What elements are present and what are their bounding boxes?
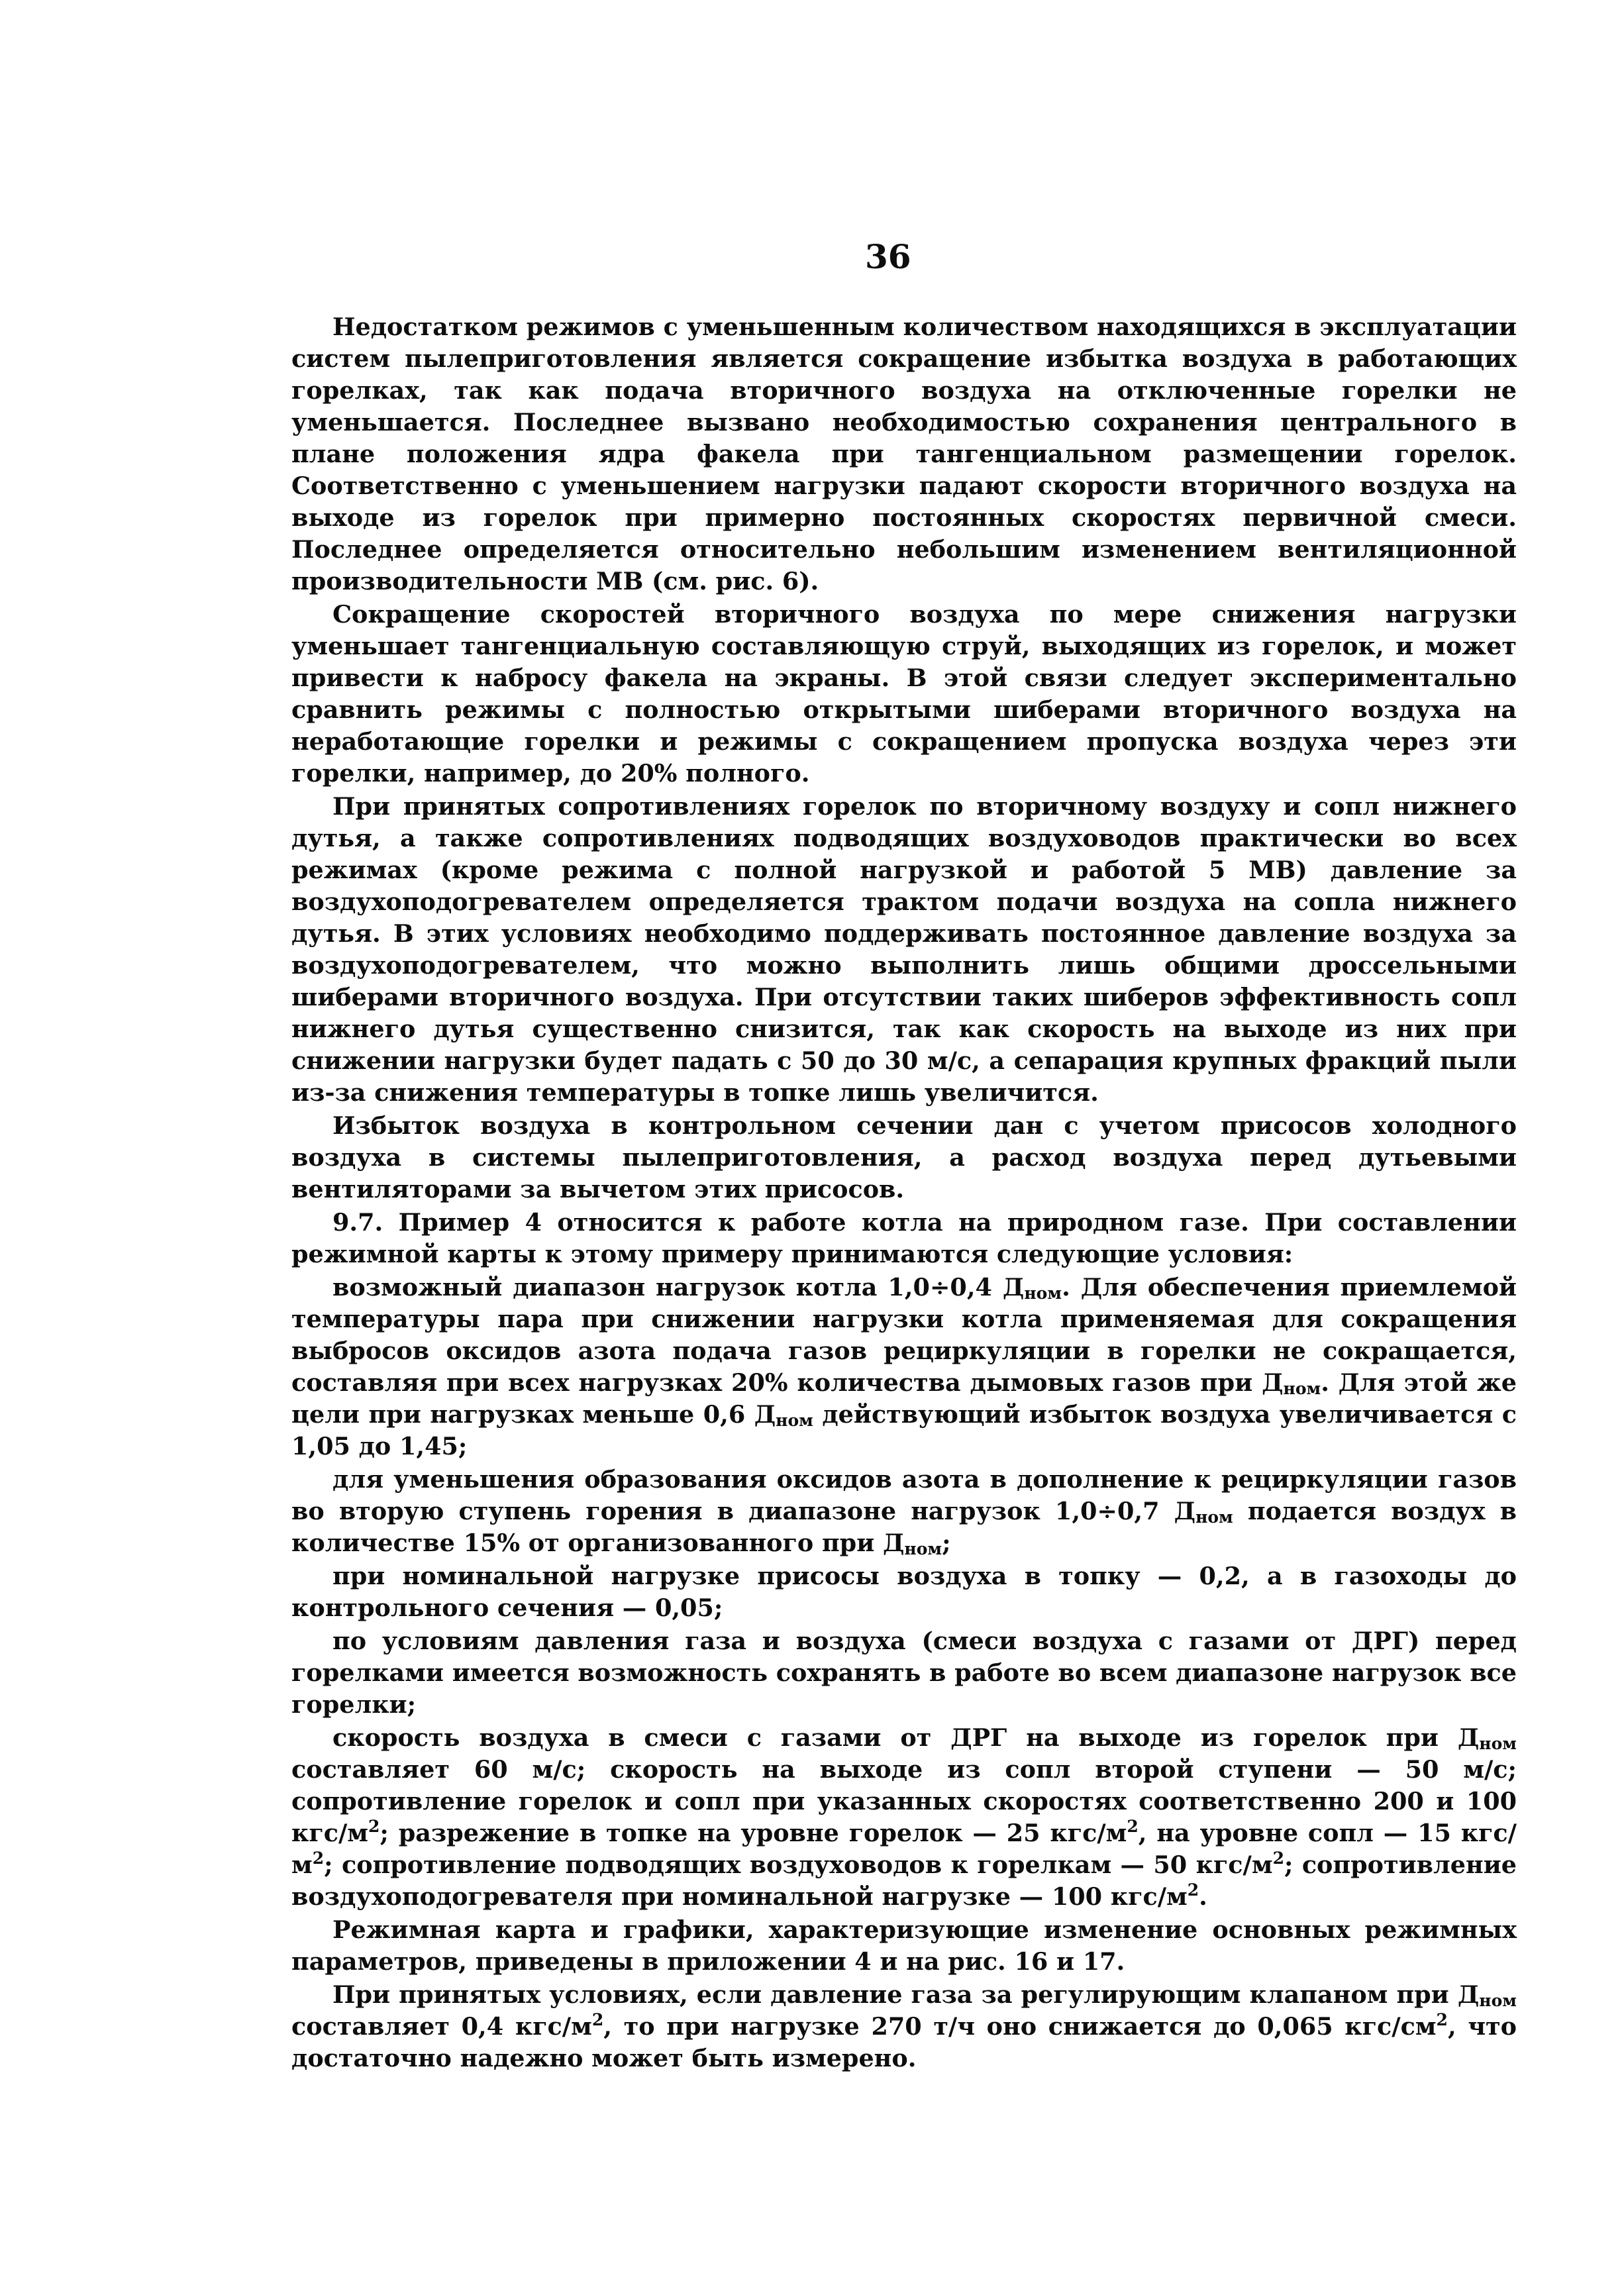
text-run: , на уровне сопл — 15 кгс/м (291, 1819, 1517, 1879)
text-run: ; сопротивление подводящих воздуховодов к горелкам — 50 кгс/м (324, 1851, 1273, 1879)
superscript: 2 (591, 2010, 604, 2029)
condition-second-stage-air (291, 1464, 1517, 1559)
text-run: . (1199, 1882, 1207, 1911)
superscript: 2 (1187, 1880, 1199, 1900)
condition-air-inleakage: при номинальной нагрузке присосы воздуха в топку — 0,2, а в газоходы до контрольного сечения — 0,05; (291, 1562, 1517, 1622)
subscript: ном (1479, 1734, 1517, 1753)
text-run: ; (942, 1529, 951, 1557)
paragraph-gas-pressure (291, 1979, 1517, 2074)
paragraph-2: Сокращение скоростей вторичного воздуха по мере снижения нагрузки уменьшает тангенциальную составляющую струй, выходящих из горелок, и может привести к набросу факела на экраны. В этой связи следует экспериментально сравнить режимы с полностью открытыми шиберами вторичного воздуха на неработающие горелки и режимы с сокращением пропуска воздуха через эти горелки, например, до 20% полного. (291, 600, 1517, 788)
text-run: , то при нагрузке 270 т/ч оно снижается до 0,065 кгс/см (603, 2012, 1437, 2041)
condition-load-range (291, 1272, 1517, 1462)
condition-burners-in-service: по условиям давления газа и воздуха (смеси воздуха с газами от ДРГ) перед горелками имеется возможность сохранять в работе во всем диапазоне нагрузок все горелки; (291, 1627, 1517, 1719)
text-run: подается воздух в количестве 15% от организованного при Д (291, 1497, 1517, 1557)
text-run: , что достаточно надежно может быть измерено. (291, 2012, 1517, 2072)
superscript: 2 (1436, 2010, 1448, 2029)
paragraph-3: При принятых сопротивлениях горелок по вторичному воздуху и сопл нижнего дутья, а также сопротивлениях подводящих воздуховодов практически во всех режимах (кроме режима с полной нагрузкой и работой 5 МВ) давление за воздухоподогревателем определяется трактом подачи воздуха на сопла нижнего дутья. В этих условиях необходимо поддерживать постоянное давление воздуха за воздухоподогревателем, что можно выполнить лишь общими дроссельными шиберами вторичного воздуха. При отсутствии таких шиберов эффективность сопл нижнего дутья существенно снизится, так как скорость на выходе из них при снижении нагрузки будет падать с 50 до 30 м/с, а сепарация крупных фракций пыли из-за снижения температуры в топке лишь увеличится. (291, 792, 1517, 1107)
page-number: 36 (865, 237, 911, 276)
text-run: для уменьшения образования оксидов азота в дополнение к рециркуляции газов во вторую ступень горения в диапазоне нагрузок 1,0÷0,7 Д (291, 1465, 1517, 1525)
subscript: ном (904, 1539, 942, 1558)
text-run: ; разрежение в топке на уровне горелок — 25 кгс/м (380, 1819, 1127, 1847)
text-run: возможный диапазон нагрузок котла 1,0÷0,4 Д (332, 1273, 1025, 1301)
superscript: 2 (1127, 1817, 1139, 1836)
text-run: ; сопротивление воздухоподогревателя при номинальной нагрузке — 100 кгс/м (291, 1851, 1517, 1911)
text-run: составляет 0,4 кгс/м (291, 2012, 592, 2041)
paragraph-1: Недостатком режимов с уменьшенным количеством находящихся в эксплуатации систем пылеприготовления является сокращение избытка воздуха в работающих горелках, так как подача вторичного воздуха на отключенные горелки не уменьшается. Последнее вызвано необходимостью сохранения центрального в плане положения ядра факела при тангенциальном размещении горелок. Соответственно с уменьшением нагрузки падают скорости вторичного воздуха на выходе из горелок при примерно постоянных скоростях первичной смеси. Последнее определяется относительно небольшим изменением вентиляционной производительности МВ (см. рис. 6). (291, 313, 1517, 595)
body-text (291, 311, 1517, 2074)
paragraph-regime-map: Режимная карта и графики, характеризующие изменение основных режимных параметров, приведены в приложении 4 и на рис. 16 и 17. (291, 1915, 1517, 1976)
text-run: скорость воздуха в смеси с газами от ДРГ на выходе из горелок при Д (332, 1723, 1480, 1752)
superscript: 2 (312, 1849, 325, 1868)
condition-air-velocity (291, 1722, 1517, 1913)
superscript: 2 (1272, 1849, 1284, 1868)
subscript: ном (1195, 1507, 1233, 1527)
text-run: При принятых условиях, если давление газа за регулирующим клапаном при Д (332, 1980, 1480, 2009)
superscript: 2 (368, 1817, 380, 1836)
text-run: . Для обеспечения приемлемой температуры пара при снижении нагрузки котла применяемая для сокращения выбросов оксидов азота подача газов рециркуляции в горелки не сокращается, составляя при всех нагрузках 20% количества дымовых газов при Д (291, 1273, 1517, 1397)
paragraph-example-4: 9.7. Пример 4 относится к работе котла на природном газе. При составлении режимной карты к этому примеру принимаются следующие условия: (291, 1208, 1517, 1268)
text-run: действующий избыток воздуха увеличивается с 1,05 до 1,45; (291, 1400, 1517, 1460)
subscript: ном (1479, 1991, 1517, 2010)
subscript: ном (776, 1411, 813, 1430)
subscript: ном (1283, 1379, 1321, 1398)
text-run: составляет 60 м/с; скорость на выходе из сопл второй ступени — 50 м/с; сопротивление горелок и сопл при указанных скоростях соответственно 200 и 100 кгс/м (291, 1755, 1517, 1847)
text-run: . Для этой же цели при нагрузках меньше 0,6 Д (291, 1368, 1517, 1429)
paragraph-4: Избыток воздуха в контрольном сечении дан с учетом присосов холодного воздуха в системы пылеприготовления, а расход воздуха перед дутьевыми вентиляторами за вычетом этих присосов. (291, 1111, 1517, 1203)
subscript: ном (1024, 1284, 1062, 1303)
